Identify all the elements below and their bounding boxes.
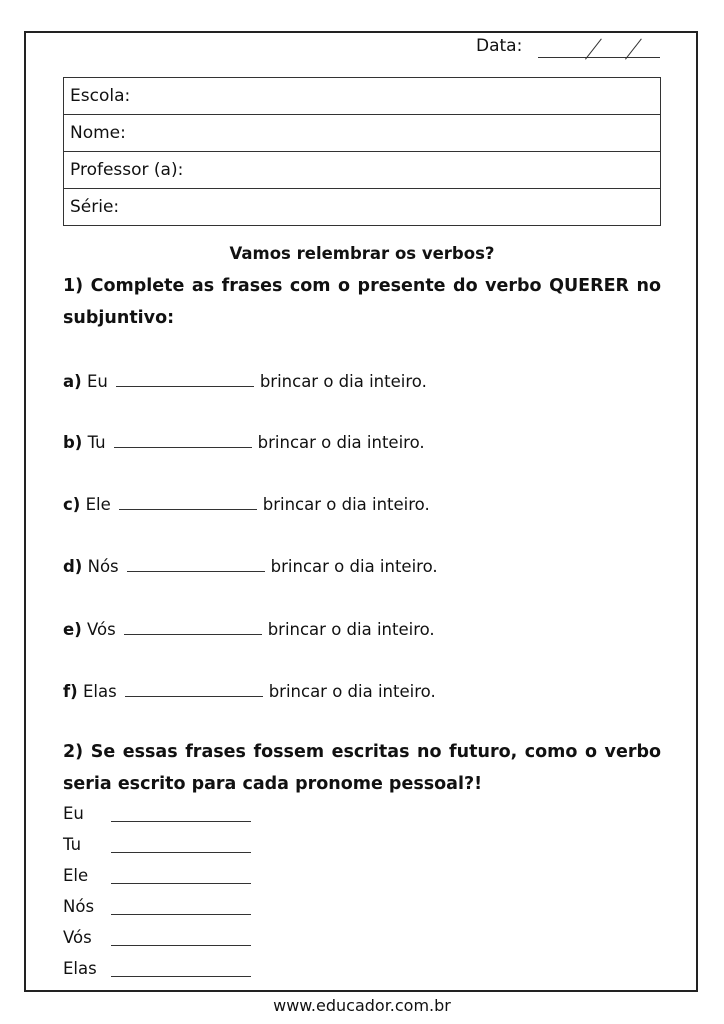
item-letter: e) bbox=[63, 620, 82, 639]
exercise-item-b bbox=[63, 431, 425, 452]
worksheet-heading: Vamos relembrar os verbos? bbox=[229, 244, 495, 263]
pronoun-answer-line bbox=[111, 852, 251, 853]
exercise-item-d bbox=[63, 555, 438, 576]
answer-blank bbox=[119, 493, 257, 510]
exercise-item-a bbox=[63, 370, 427, 391]
question-2: 2) Se essas frases fossem escritas no futuro, como o verbo seria escrito para cada pronome pessoal?! bbox=[63, 742, 661, 794]
item-pronoun: Tu bbox=[87, 433, 106, 452]
student-info-table bbox=[63, 77, 661, 226]
question-1: 1) Complete as frases com o presente do verbo QUERER no subjuntivo: bbox=[63, 276, 661, 328]
pronoun-answer-line bbox=[111, 976, 251, 977]
item-letter: c) bbox=[63, 495, 81, 514]
answer-blank bbox=[114, 431, 252, 448]
name-field: Nome: bbox=[64, 115, 661, 152]
item-rest: brincar o dia inteiro. bbox=[267, 620, 435, 639]
pronoun-answer-line bbox=[111, 945, 251, 946]
teacher-field: Professor (a): bbox=[64, 152, 661, 189]
item-rest: brincar o dia inteiro. bbox=[259, 372, 427, 391]
pronoun-answer-line bbox=[111, 914, 251, 915]
answer-blank bbox=[116, 370, 254, 387]
item-letter: f) bbox=[63, 682, 78, 701]
exercise-item-c bbox=[63, 493, 430, 514]
exercise-item-e bbox=[63, 618, 435, 639]
exercise-item-f bbox=[63, 680, 436, 701]
item-letter: a) bbox=[63, 372, 82, 391]
item-rest: brincar o dia inteiro. bbox=[270, 557, 438, 576]
pronoun-label: Nós bbox=[63, 897, 95, 916]
item-rest: brincar o dia inteiro. bbox=[262, 495, 430, 514]
item-pronoun: Nós bbox=[87, 557, 119, 576]
item-rest: brincar o dia inteiro. bbox=[268, 682, 436, 701]
item-letter: d) bbox=[63, 557, 83, 576]
answer-blank bbox=[125, 680, 263, 697]
footer-url: www.educador.com.br bbox=[273, 996, 451, 1015]
pronoun-label: Vós bbox=[63, 928, 92, 947]
date-field-line bbox=[538, 57, 660, 58]
item-pronoun: Elas bbox=[82, 682, 117, 701]
school-field: Escola: bbox=[64, 78, 661, 115]
pronoun-label: Ele bbox=[63, 866, 89, 885]
item-rest: brincar o dia inteiro. bbox=[257, 433, 425, 452]
grade-field: Série: bbox=[64, 189, 661, 226]
pronoun-answer-line bbox=[111, 883, 251, 884]
item-pronoun: Ele bbox=[85, 495, 111, 514]
answer-blank bbox=[127, 555, 265, 572]
item-letter: b) bbox=[63, 433, 83, 452]
pronoun-answer-line bbox=[111, 821, 251, 822]
pronoun-label: Eu bbox=[63, 804, 84, 823]
pronoun-label: Elas bbox=[63, 959, 97, 978]
item-pronoun: Eu bbox=[86, 372, 108, 391]
date-label: Data: bbox=[476, 36, 523, 56]
pronoun-label: Tu bbox=[63, 835, 82, 854]
item-pronoun: Vós bbox=[86, 620, 116, 639]
answer-blank bbox=[124, 618, 262, 635]
